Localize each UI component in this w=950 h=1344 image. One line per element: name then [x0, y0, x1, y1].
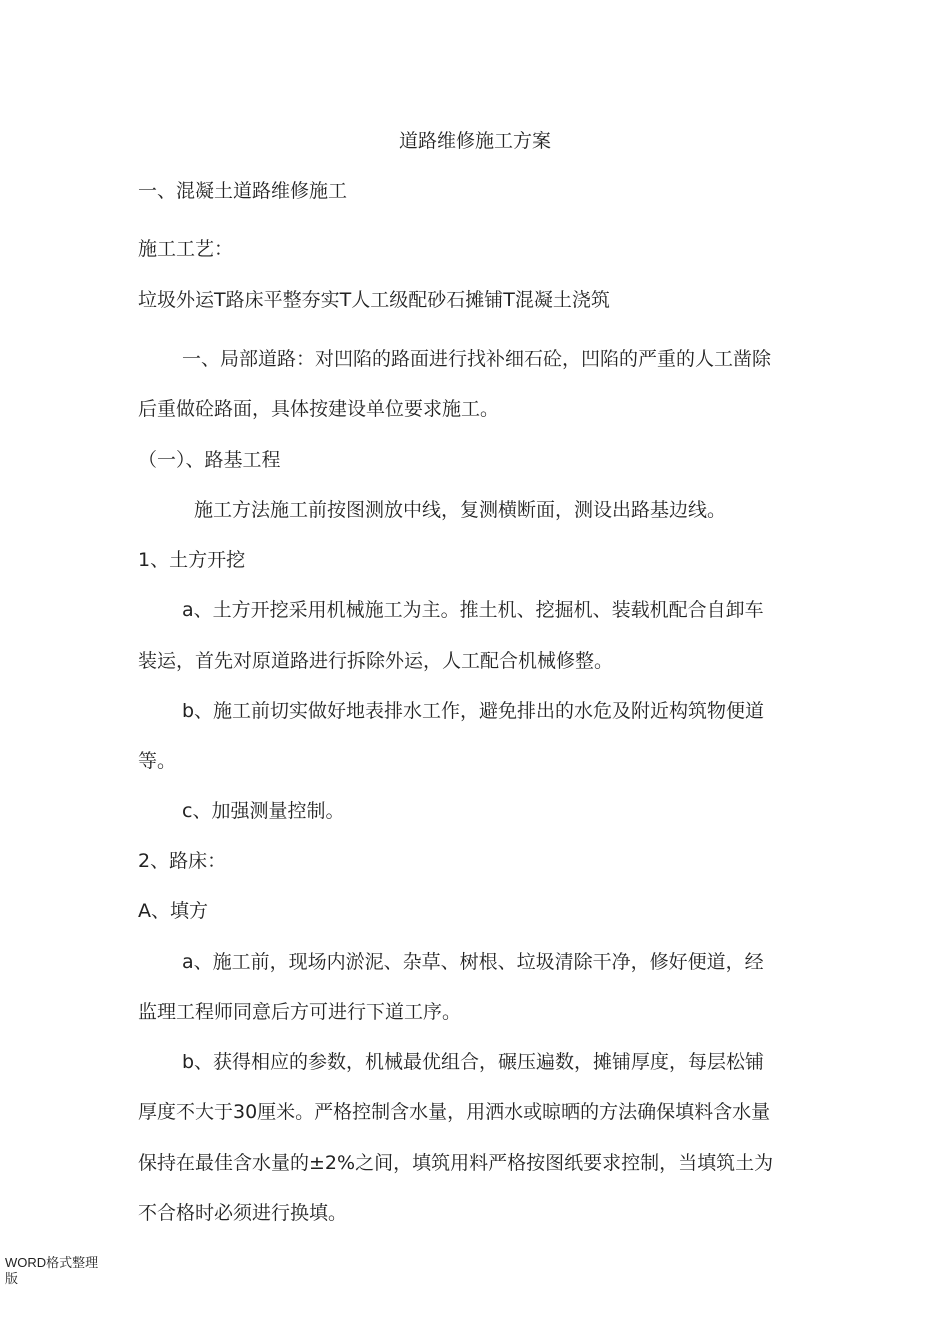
paragraph-line: b、获得相应的参数，机械最优组合，碾压遍数，摊铺厚度，每层松铺 — [182, 1051, 765, 1073]
item-heading: 1、土方开挖 — [138, 549, 246, 571]
paragraph-line: b、施工前切实做好地表排水工作，避免排出的水危及附近构筑物便道 — [182, 700, 765, 722]
paragraph-line: 不合格时必须进行换填。 — [138, 1202, 348, 1224]
paragraph-line: 保持在最佳含水量的±2%之间，填筑用料严格按图纸要求控制，当填筑土为 — [138, 1152, 774, 1174]
process-label: 施工工艺： — [138, 238, 234, 260]
paragraph-line: c、加强测量控制。 — [182, 800, 345, 822]
subsection-heading: （一）、路基工程 — [138, 449, 281, 471]
document-title: 道路维修施工方案 — [398, 130, 551, 152]
section-heading: 一、混凝土道路维修施工 — [138, 180, 348, 202]
paragraph-line: 施工方法施工前按图测放中线，复测横断面，测设出路基边线。 — [194, 499, 727, 521]
footer-note — [5, 1255, 98, 1287]
paragraph-line: 监理工程师同意后方可进行下道工序。 — [138, 1001, 462, 1023]
item-heading: A、填方 — [138, 900, 208, 922]
footer-line: 版 — [5, 1271, 19, 1286]
paragraph-line: a、土方开挖采用机械施工为主。推土机、挖掘机、装载机配合自卸车 — [182, 599, 764, 621]
paragraph-line: 装运，首先对原道路进行拆除外运，人工配合机械修整。 — [138, 650, 614, 672]
paragraph-line: 后重做砼路面，具体按建设单位要求施工。 — [138, 398, 500, 420]
process-flow: 垃圾外运T路床平整夯实T人工级配砂石摊铺T混凝土浇筑 — [138, 289, 610, 311]
paragraph-line: a、施工前，现场内淤泥、杂草、树根、垃圾清除干净，修好便道，经 — [182, 951, 764, 973]
paragraph-line: 一、局部道路：对凹陷的路面进行找补细石砼，凹陷的严重的人工凿除 — [182, 348, 772, 370]
item-heading: 2、路床： — [138, 850, 227, 872]
paragraph-line: 厚度不大于30厘米。严格控制含水量，用洒水或晾晒的方法确保填料含水量 — [138, 1101, 771, 1123]
footer-line: WORD格式整理 — [5, 1255, 99, 1270]
paragraph-line: 等。 — [138, 750, 177, 772]
